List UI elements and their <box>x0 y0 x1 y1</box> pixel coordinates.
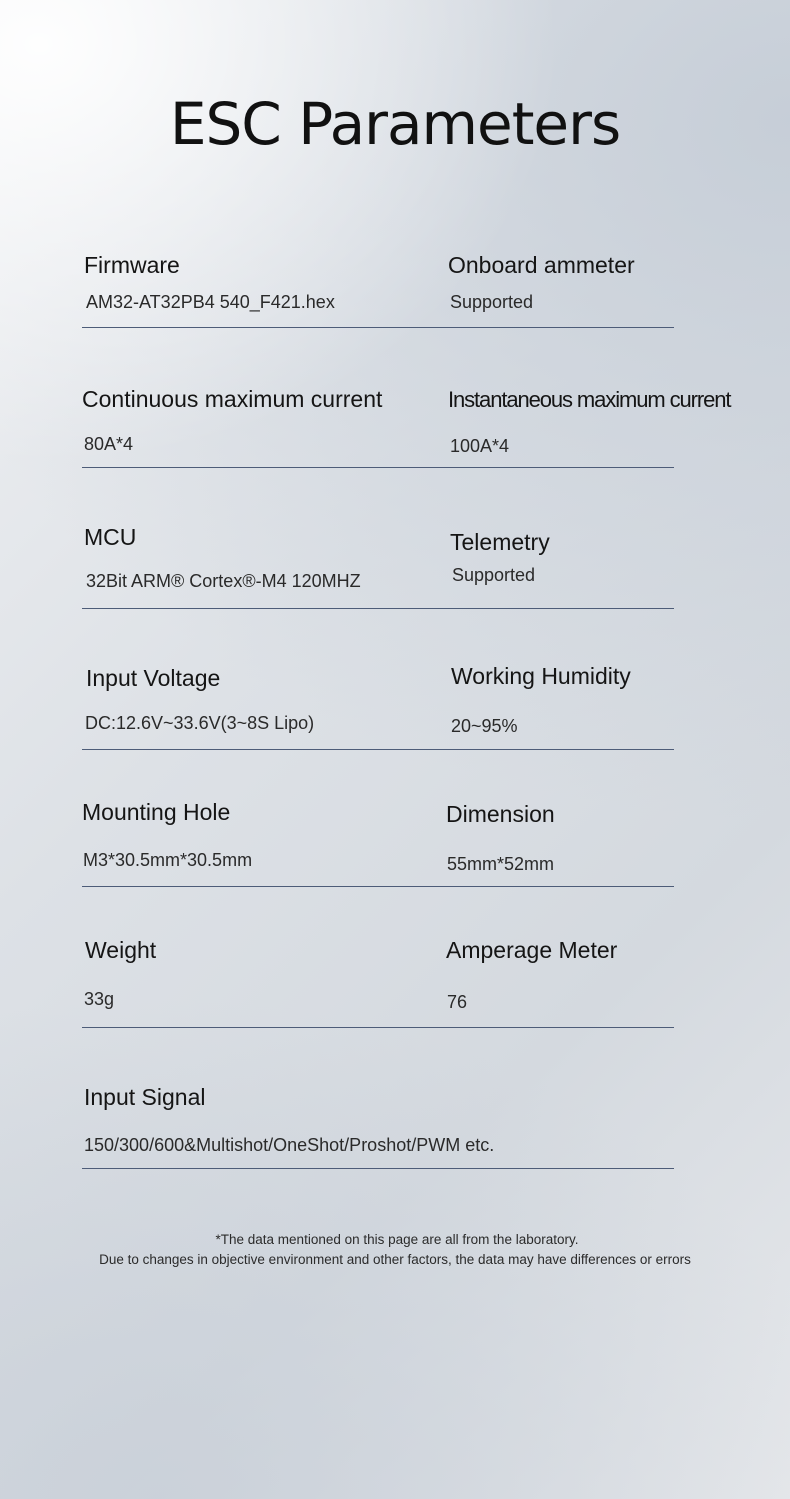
spec-row <box>82 1068 674 1169</box>
spec-label: Input Voltage <box>86 665 221 691</box>
spec-row <box>82 927 674 1028</box>
spec-label: Amperage Meter <box>446 937 618 963</box>
spec-value: 76 <box>447 992 468 1012</box>
spec-value: 33g <box>84 989 115 1009</box>
spec-label: MCU <box>84 524 137 550</box>
spec-row <box>82 649 674 750</box>
spec-value: DC:12.6V~33.6V(3~8S Lipo) <box>85 713 315 733</box>
spec-label: Dimension <box>446 801 555 827</box>
spec-label: Instantaneous maximum current <box>448 387 731 412</box>
spec-value: 100A*4 <box>450 436 510 456</box>
spec-label: Onboard ammeter <box>448 252 635 278</box>
spec-value: Supported <box>450 292 534 312</box>
spec-row <box>82 786 674 887</box>
spec-label: Input Signal <box>84 1084 206 1110</box>
spec-value: AM32-AT32PB4 540_F421.hex <box>86 292 335 312</box>
spec-value: 150/300/600&Multishot/OneShot/Proshot/PWM etc. <box>84 1135 495 1155</box>
spec-value: M3*30.5mm*30.5mm <box>83 850 253 870</box>
spec-label: Mounting Hole <box>82 799 231 825</box>
spec-label: Firmware <box>84 252 180 278</box>
spec-label: Weight <box>85 937 157 963</box>
spec-value: 55mm*52mm <box>447 854 555 874</box>
spec-label: Continuous maximum current <box>82 386 383 412</box>
page-title: ESC Parameters <box>169 90 621 158</box>
spec-row <box>82 227 674 328</box>
footnote-line-1: *The data mentioned on this page are all from the laboratory. <box>215 1232 579 1247</box>
spec-value: Supported <box>452 565 536 585</box>
footnote-line-2: Due to changes in objective environment and other factors, the data may have differences or errors <box>99 1252 691 1267</box>
spec-row <box>82 508 674 609</box>
spec-value: 32Bit ARM® Cortex®-M4 120MHZ <box>86 571 361 591</box>
spec-row <box>82 367 731 468</box>
spec-value: 20~95% <box>451 716 518 736</box>
spec-label: Telemetry <box>450 529 550 555</box>
spec-label: Working Humidity <box>451 663 631 689</box>
spec-value: 80A*4 <box>84 434 134 454</box>
